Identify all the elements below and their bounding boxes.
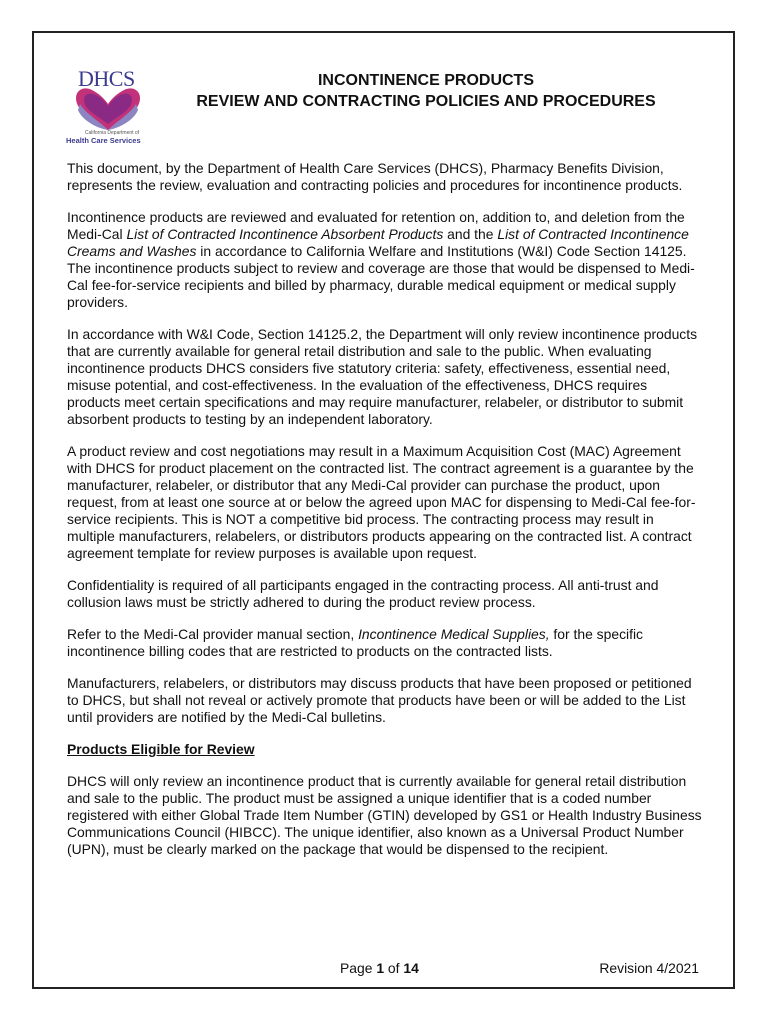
text-run: Incontinence products are reviewed and evaluated for retention on, addition to, and deletion from the Medi-Cal [67,209,685,242]
of-word: of [384,960,404,976]
paragraph-review-scope [67,209,703,311]
revision-label: Revision 4/2021 [599,960,699,976]
manual-section-title: Incontinence Medical Supplies, [358,626,550,642]
text-run: and the [443,226,498,242]
paragraph-confidentiality: Confidentiality is required of all participants engaged in the contracting process. All anti-trust and collusion laws must be strictly adhered to during the product review process. [67,577,659,610]
dhcs-logo [66,66,150,150]
paragraph-promotion: Manufacturers, relabelers, or distributors may discuss products that have been proposed or petitioned to DHCS, but shall not reveal or actively promote that products have been or will be added to the List until providers are notified by the Medi-Cal bulletins. [67,675,692,725]
list-title-absorbent: List of Contracted Incontinence Absorbent Products [126,226,444,242]
paragraph-mac-agreement: A product review and cost negotiations may result in a Maximum Acquisition Cost (MAC) Agreement with DHCS for product placement on the contracted list. The contract agreement is a guarantee by the manufacturer, relabeler, or distributor that any Medi-Cal provider can purchase the product, upon request, from at least one source at or below the agreed upon MAC for dispensing to Medi-Cal fee-for-service recipients. This is NOT a competitive bid process. The contracting process may result in multiple manufacturers, relabelers, or distributors products appearing on the contracted list. A contract agreement template for review purposes is available upon request. [67,443,696,561]
logo-org-name: Health Care Services [66,136,141,145]
page-number [340,960,419,976]
heart-hands-icon [66,84,150,132]
section-heading-eligible: Products Eligible for Review [67,741,255,757]
current-page: 1 [376,960,385,976]
page-word: Page [340,960,377,976]
list-title-creams: List of Contracted Incontinence Creams and Washes [67,226,689,259]
document-body [67,160,703,873]
document-title [160,70,692,112]
paragraph-eligibility: DHCS will only review an incontinence product that is currently available for general retail distribution and sale to the public. The product must be assigned a unique identifier that is a coded number registered with either Global Trade Item Number (GTIN) developed by GS1 or Health Industry Business Communications Council (HIBCC). The unique identifier, also known as a Universal Product Number (UPN), must be clearly marked on the package that would be dispensed to the recipient. [67,773,702,857]
title-line-1: INCONTINENCE PRODUCTS [317,72,534,89]
text-run: for the specific incontinence billing codes that are restricted to products on the contracted lists. [67,626,643,659]
title-line-2: REVIEW AND CONTRACTING POLICIES AND PROCEDURES [196,93,656,110]
text-run: Refer to the Medi-Cal provider manual section, [67,626,359,642]
paragraph-provider-manual [67,626,703,660]
paragraph-intro: This document, by the Department of Health Care Services (DHCS), Pharmacy Benefits Division, represents the review, evaluation and contracting policies and procedures for incontinence products. [67,160,683,193]
total-pages: 14 [403,960,419,976]
text-run: in accordance to California Welfare and Institutions (W&I) Code Section 14125. The incontinence products subject to review and coverage are those that would be dispensed to Medi-Cal fee-for-service recipients and billed by pharmacy, durable medical equipment or medical supply providers. [67,243,695,310]
logo-wordmark: DHCS [78,66,135,91]
paragraph-criteria: In accordance with W&I Code, Section 14125.2, the Department will only review incontinence products that are currently available for general retail distribution and sale to the public. When evaluating incontinence products DHCS considers five statutory criteria: safety, effectiveness, essential need, misuse potential, and cost-effectiveness. In the evaluation of the effectiveness, DHCS requires products meet certain specifications and may require manufacturer, relabeler, or distributor to submit absorbent products to testing by an independent laboratory. [67,326,698,427]
logo-subline: California Department of [84,130,140,136]
